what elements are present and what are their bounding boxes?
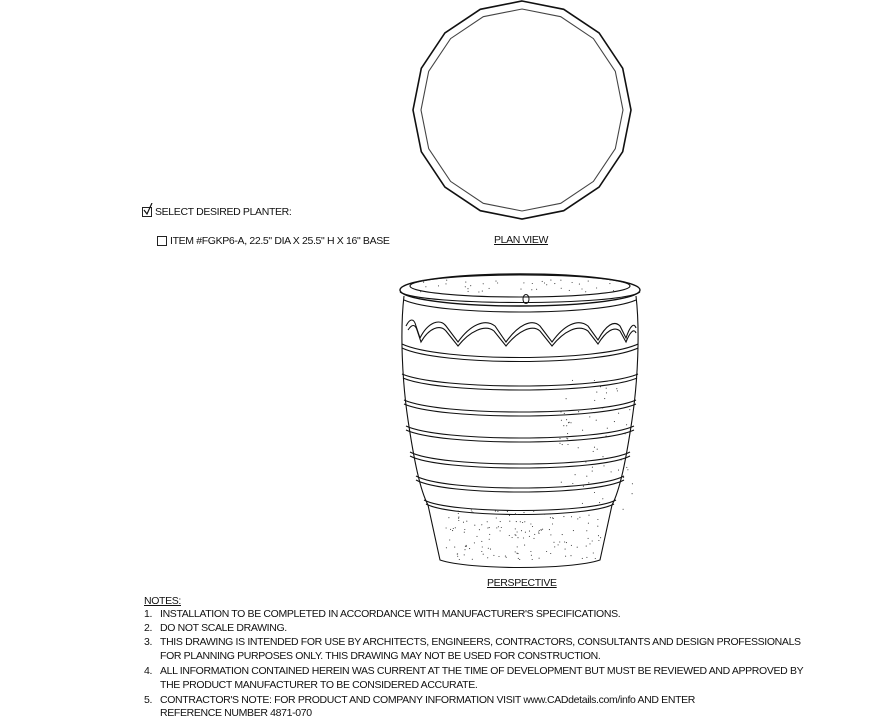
note-item-1: 1. INSTALLATION TO BE COMPLETED IN ACCORDANCE WITH MANUFACTURER'S SPECIFICATIONS. [144,608,621,620]
select-planter-header [142,206,291,218]
perspective-drawing [400,274,640,568]
notes-title: NOTES: [144,595,181,607]
plan-view-drawing [413,1,631,219]
checkmark-icon [143,203,155,217]
select-planter-label: SELECT DESIRED PLANTER: [155,206,292,218]
perspective-label: PERSPECTIVE [487,577,557,589]
note-item-3-cont: FOR PLANNING PURPOSES ONLY. THIS DRAWING MAY NOT BE USED FOR CONSTRUCTION. [160,650,601,662]
note-item-2: 2. DO NOT SCALE DRAWING. [144,622,287,634]
note-item-4: 4. ALL INFORMATION CONTAINED HEREIN WAS CURRENT AT THE TIME OF DEVELOPMENT BUT MUST BE REVIEWED AND APPROVED BY [144,665,804,677]
header-checkbox[interactable] [142,207,152,217]
note-item-5-cont: REFERENCE NUMBER 4871-070 [160,707,312,719]
note-item-5: 5. CONTRACTOR'S NOTE: FOR PRODUCT AND COMPANY INFORMATION VISIT www.CADdetails.com/info AND ENTER [144,694,696,706]
stipple-texture [420,279,633,560]
planter-option-checkbox[interactable] [157,236,167,246]
note-item-3: 3. THIS DRAWING IS INTENDED FOR USE BY ARCHITECTS, ENGINEERS, CONTRACTORS, CONSULTANTS AND DESIGN PROFESSIONALS [144,636,801,648]
planter-option[interactable] [157,235,390,247]
plan-view-label: PLAN VIEW [494,234,549,246]
planter-option-label: ITEM #FGKP6-A, 22.5" DIA X 25.5" H X 16" BASE [170,235,390,247]
note-item-4-cont: THE PRODUCT MANUFACTURER TO BE CONSIDERED ACCURATE. [160,679,478,691]
